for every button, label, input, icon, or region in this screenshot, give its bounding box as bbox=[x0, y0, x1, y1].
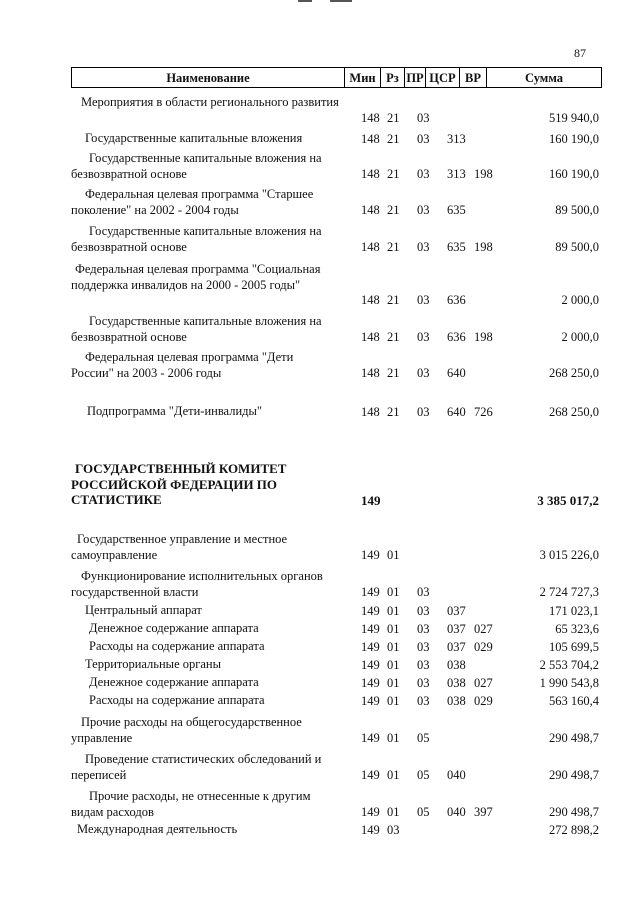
row-name: Прочие расходы на общегосударственное управление bbox=[71, 715, 302, 745]
row-pr: 03 bbox=[417, 675, 430, 690]
table-row bbox=[71, 151, 599, 182]
table-row bbox=[71, 822, 599, 838]
row-pr: 03 bbox=[417, 621, 430, 636]
row-csr: 635 bbox=[447, 202, 466, 217]
row-sum: 171 023,1 bbox=[549, 603, 599, 618]
table-row bbox=[71, 621, 599, 637]
table-row bbox=[71, 715, 599, 746]
row-name: Подпрограмма "Дети-инвалиды" bbox=[87, 404, 263, 418]
row-name: Федеральная целевая программа "Старшее поколение" на 2002 - 2004 годы bbox=[71, 187, 314, 217]
row-vr: 397 bbox=[474, 804, 493, 819]
row-rz: 01 bbox=[387, 621, 400, 636]
row-sum: 2 000,0 bbox=[561, 292, 599, 307]
row-pr: 03 bbox=[417, 131, 430, 146]
row-min: 149 bbox=[361, 639, 380, 654]
row-rz: 01 bbox=[387, 603, 400, 618]
row-csr: 313 bbox=[447, 166, 466, 181]
row-name: Федеральная целевая программа "Социальная поддержка инвалидов на 2000 - 2005 годы" bbox=[71, 262, 321, 292]
table-row bbox=[71, 187, 599, 218]
row-sum: 160 190,0 bbox=[549, 131, 599, 146]
row-sum: 2 724 727,3 bbox=[539, 584, 599, 599]
row-pr: 03 bbox=[417, 329, 430, 344]
row-min: 148 bbox=[361, 166, 380, 181]
row-sum: 290 498,7 bbox=[549, 804, 599, 819]
row-name: Государственные капитальные вложения на безвозвратной основе bbox=[71, 314, 322, 344]
row-min: 149 bbox=[361, 804, 380, 819]
row-name: Расходы на содержание аппарата bbox=[89, 693, 265, 707]
row-csr: 037 bbox=[447, 621, 466, 636]
row-sum: 89 500,0 bbox=[555, 202, 599, 217]
row-csr: 636 bbox=[447, 329, 466, 344]
table-row bbox=[71, 789, 599, 820]
row-name: Прочие расходы, не отнесенные к другим видам расходов bbox=[71, 789, 311, 819]
row-csr: 636 bbox=[447, 292, 466, 307]
row-name: Мероприятия в области регионального развития bbox=[81, 95, 339, 109]
row-rz: 01 bbox=[387, 804, 400, 819]
row-rz: 21 bbox=[387, 131, 400, 146]
row-rz: 21 bbox=[387, 292, 400, 307]
row-pr: 05 bbox=[417, 804, 430, 819]
scan-mark bbox=[330, 0, 352, 2]
row-min: 149 bbox=[361, 492, 381, 508]
row-rz: 01 bbox=[387, 547, 400, 562]
row-min: 149 bbox=[361, 657, 380, 672]
row-sum: 2 553 704,2 bbox=[539, 657, 599, 672]
row-name: ГОСУДАРСТВЕННЫЙ КОМИТЕТ РОССИЙСКОЙ ФЕДЕРАЦИИ ПО СТАТИСТИКЕ bbox=[71, 461, 287, 507]
row-csr: 040 bbox=[447, 804, 466, 819]
row-vr: 198 bbox=[474, 239, 493, 254]
row-name: Государственные капитальные вложения на безвозвратной основе bbox=[71, 151, 322, 181]
table-row bbox=[71, 95, 599, 126]
header-csr: ЦСР bbox=[425, 68, 459, 87]
row-rz: 01 bbox=[387, 675, 400, 690]
row-min: 148 bbox=[361, 110, 380, 125]
table-row bbox=[71, 262, 599, 308]
row-name: Федеральная целевая программа "Дети России" на 2003 - 2006 годы bbox=[71, 350, 294, 380]
row-sum: 105 699,5 bbox=[549, 639, 599, 654]
row-rz: 21 bbox=[387, 202, 400, 217]
row-pr: 05 bbox=[417, 767, 430, 782]
row-rz: 21 bbox=[387, 239, 400, 254]
row-pr: 03 bbox=[417, 603, 430, 618]
row-sum: 3 015 226,0 bbox=[539, 547, 599, 562]
row-rz: 01 bbox=[387, 730, 400, 745]
row-pr: 03 bbox=[417, 657, 430, 672]
row-name: Государственное управление и местное самоуправление bbox=[71, 532, 288, 562]
row-rz: 21 bbox=[387, 110, 400, 125]
row-vr: 027 bbox=[474, 675, 493, 690]
row-min: 148 bbox=[361, 365, 380, 380]
row-sum: 290 498,7 bbox=[549, 767, 599, 782]
row-csr: 038 bbox=[447, 657, 466, 672]
section-row bbox=[71, 461, 599, 508]
row-name: Денежное содержание аппарата bbox=[89, 675, 259, 689]
table-row bbox=[71, 404, 599, 420]
row-min: 149 bbox=[361, 693, 380, 708]
row-sum: 3 385 017,2 bbox=[537, 492, 599, 508]
row-rz: 01 bbox=[387, 693, 400, 708]
table-row bbox=[71, 569, 599, 600]
row-vr: 198 bbox=[474, 166, 493, 181]
row-min: 148 bbox=[361, 202, 380, 217]
row-sum: 2 000,0 bbox=[561, 329, 599, 344]
table-row bbox=[71, 131, 599, 147]
row-name: Международная деятельность bbox=[77, 822, 238, 836]
row-pr: 03 bbox=[417, 639, 430, 654]
row-csr: 635 bbox=[447, 239, 466, 254]
row-csr: 038 bbox=[447, 693, 466, 708]
page-number: 87 bbox=[574, 46, 586, 60]
row-csr: 037 bbox=[447, 639, 466, 654]
row-sum: 268 250,0 bbox=[549, 365, 599, 380]
table-row bbox=[71, 675, 599, 691]
table-row bbox=[71, 693, 599, 709]
row-sum: 65 323,6 bbox=[555, 621, 599, 636]
table-row bbox=[71, 752, 599, 783]
row-min: 149 bbox=[361, 675, 380, 690]
row-pr: 03 bbox=[417, 693, 430, 708]
row-sum: 272 898,2 bbox=[549, 822, 599, 837]
row-sum: 89 500,0 bbox=[555, 239, 599, 254]
row-rz: 21 bbox=[387, 404, 400, 419]
header-pr: ПР bbox=[404, 68, 425, 87]
row-rz: 01 bbox=[387, 639, 400, 654]
row-rz: 21 bbox=[387, 365, 400, 380]
row-pr: 03 bbox=[417, 365, 430, 380]
row-rz: 01 bbox=[387, 767, 400, 782]
row-sum: 290 498,7 bbox=[549, 730, 599, 745]
row-min: 149 bbox=[361, 822, 380, 837]
table-row bbox=[71, 639, 599, 655]
row-csr: 040 bbox=[447, 767, 466, 782]
row-csr: 640 bbox=[447, 404, 466, 419]
row-min: 149 bbox=[361, 547, 380, 562]
row-pr: 03 bbox=[417, 239, 430, 254]
row-pr: 03 bbox=[417, 110, 430, 125]
row-min: 148 bbox=[361, 239, 380, 254]
row-vr: 027 bbox=[474, 621, 493, 636]
row-pr: 03 bbox=[417, 202, 430, 217]
row-pr: 03 bbox=[417, 166, 430, 181]
row-name: Государственные капитальные вложения на безвозвратной основе bbox=[71, 224, 322, 254]
table-header bbox=[71, 67, 602, 88]
row-rz: 03 bbox=[387, 822, 400, 837]
row-vr: 198 bbox=[474, 329, 493, 344]
row-min: 149 bbox=[361, 730, 380, 745]
row-min: 148 bbox=[361, 292, 380, 307]
row-name: Расходы на содержание аппарата bbox=[89, 639, 265, 653]
row-rz: 21 bbox=[387, 166, 400, 181]
row-name: Государственные капитальные вложения bbox=[85, 131, 303, 145]
row-csr: 037 bbox=[447, 603, 466, 618]
row-rz: 01 bbox=[387, 657, 400, 672]
table-row bbox=[71, 224, 599, 255]
row-sum: 268 250,0 bbox=[549, 404, 599, 419]
row-sum: 1 990 543,8 bbox=[539, 675, 599, 690]
row-name: Денежное содержание аппарата bbox=[89, 621, 259, 635]
row-min: 149 bbox=[361, 603, 380, 618]
row-min: 148 bbox=[361, 131, 380, 146]
row-csr: 313 bbox=[447, 131, 466, 146]
row-vr: 029 bbox=[474, 639, 493, 654]
row-sum: 563 160,4 bbox=[549, 693, 599, 708]
row-pr: 05 bbox=[417, 730, 430, 745]
row-min: 149 bbox=[361, 621, 380, 636]
scan-mark bbox=[298, 0, 312, 2]
row-sum: 160 190,0 bbox=[549, 166, 599, 181]
header-name: Наименование bbox=[166, 71, 250, 85]
row-csr: 038 bbox=[447, 675, 466, 690]
row-vr: 029 bbox=[474, 693, 493, 708]
row-min: 149 bbox=[361, 584, 380, 599]
row-rz: 21 bbox=[387, 329, 400, 344]
row-min: 148 bbox=[361, 404, 380, 419]
row-pr: 03 bbox=[417, 292, 430, 307]
row-sum: 519 940,0 bbox=[549, 110, 599, 125]
row-name: Функционирование исполнительных органов государственной власти bbox=[71, 569, 323, 599]
table-row bbox=[71, 532, 599, 563]
row-min: 149 bbox=[361, 767, 380, 782]
row-vr: 726 bbox=[474, 404, 493, 419]
row-rz: 01 bbox=[387, 584, 400, 599]
row-pr: 03 bbox=[417, 584, 430, 599]
row-csr: 640 bbox=[447, 365, 466, 380]
row-pr: 03 bbox=[417, 404, 430, 419]
table-row bbox=[71, 603, 599, 619]
row-name: Центральный аппарат bbox=[85, 603, 202, 617]
table-row bbox=[71, 350, 599, 381]
row-min: 148 bbox=[361, 329, 380, 344]
row-name: Территориальные органы bbox=[85, 657, 222, 671]
table-row bbox=[71, 657, 599, 673]
row-name: Проведение статистических обследований и переписей bbox=[71, 752, 322, 782]
table-row bbox=[71, 314, 599, 345]
header-min: Мин bbox=[344, 68, 380, 87]
header-vr: ВР bbox=[459, 68, 486, 87]
header-rz: Рз bbox=[380, 68, 404, 87]
header-sum: Сумма bbox=[486, 68, 601, 87]
